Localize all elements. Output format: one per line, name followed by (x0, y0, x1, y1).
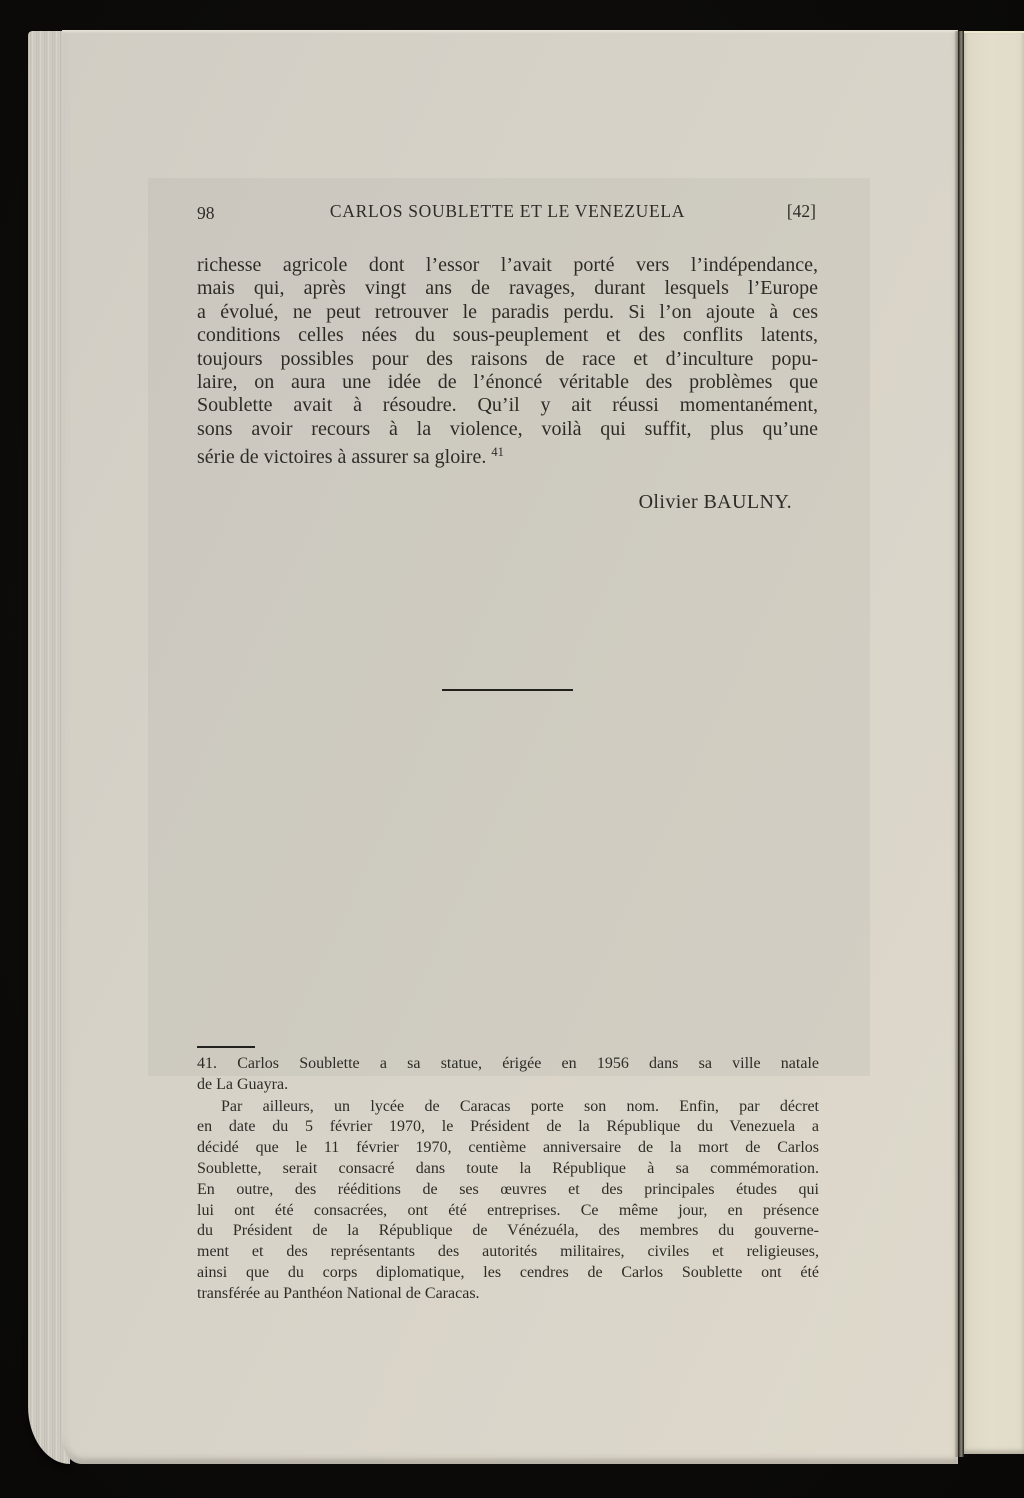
facing-page-edge (964, 31, 1024, 1454)
book-page (62, 30, 958, 1464)
footnote-line: lui ont été consacrées, ont été entreprises. Ce même jour, en présence (197, 1201, 819, 1219)
body-line: mais qui, après vingt ans de ravages, durant lesquels l’Europe (197, 277, 818, 300)
footnote-block (197, 1054, 819, 1305)
footnote-reference-mark: 41 (491, 445, 504, 460)
book-gutter-shadow (954, 31, 964, 1457)
body-line: richesse agricole dont l’essor l’avait porté vers l’indépendance, (197, 254, 818, 276)
column-reference: [42] (786, 201, 816, 221)
body-line: Soublette avait à résoudre. Qu’il y ait réussi momentanément, (197, 394, 818, 417)
body-line: toujours possibles pour des raisons de race et d’inculture popu- (197, 347, 818, 370)
footnote-line: 41. Carlos Soublette a sa statue, érigée en 1956 dans sa ville natale (197, 1055, 819, 1072)
footnote-line: du Président de la République de Vénézuéla, des membres du gouverne- (197, 1222, 819, 1240)
footnote-line-last: de La Guayra. (197, 1075, 289, 1093)
footnote-line: décidé que le 11 février 1970, centième anniversaire de la mort de Carlos (197, 1139, 819, 1157)
page-number: 98 (197, 203, 215, 223)
footnote-line: ment et des représentants des autorités militaires, civiles et religieuses, (197, 1243, 819, 1261)
footnote-line: Soublette, serait consacré dans toute la République à sa commémoration. (197, 1159, 819, 1177)
body-line: laire, on aura une idée de l’énoncé véritable des problèmes que (197, 371, 818, 394)
footnote-separator-rule (197, 1046, 255, 1048)
footnote-line: ainsi que du corps diplomatique, les cendres de Carlos Soublette ont été (197, 1263, 819, 1281)
footnote-line: en date du 5 février 1970, le Président de la République du Venezuela a (197, 1118, 819, 1136)
footnote-line: En outre, des rééditions de ses œuvres et des principales études qui (197, 1180, 819, 1198)
body-line: sons avoir recours à la violence, voilà qui suffit, plus qu’une (197, 417, 818, 440)
page-header (197, 201, 818, 225)
text-column (197, 30, 818, 1464)
footnote-line: Par ailleurs, un lycée de Caracas porte son nom. Enfin, par décret (221, 1097, 819, 1115)
body-last-text: série de victoires à assurer sa gloire. (197, 446, 487, 469)
footnote-41-continuation (197, 1097, 819, 1305)
running-title: CARLOS SOUBLETTE ET LE VENEZUELA (329, 201, 686, 221)
body-line-last (197, 441, 818, 469)
author-signature: Olivier BAULNY. (638, 491, 792, 513)
footnote-41 (197, 1054, 819, 1096)
body-line: conditions celles nées du sous-peuplement et des conflits latents, (197, 324, 818, 347)
body-line: a évolué, ne peut retrouver le paradis perdu. Si l’on ajoute à ces (197, 300, 818, 323)
footnote-line-last: transférée au Panthéon National de Caracas. (197, 1284, 480, 1302)
body-paragraph (197, 254, 818, 470)
section-divider-rule (442, 689, 573, 691)
